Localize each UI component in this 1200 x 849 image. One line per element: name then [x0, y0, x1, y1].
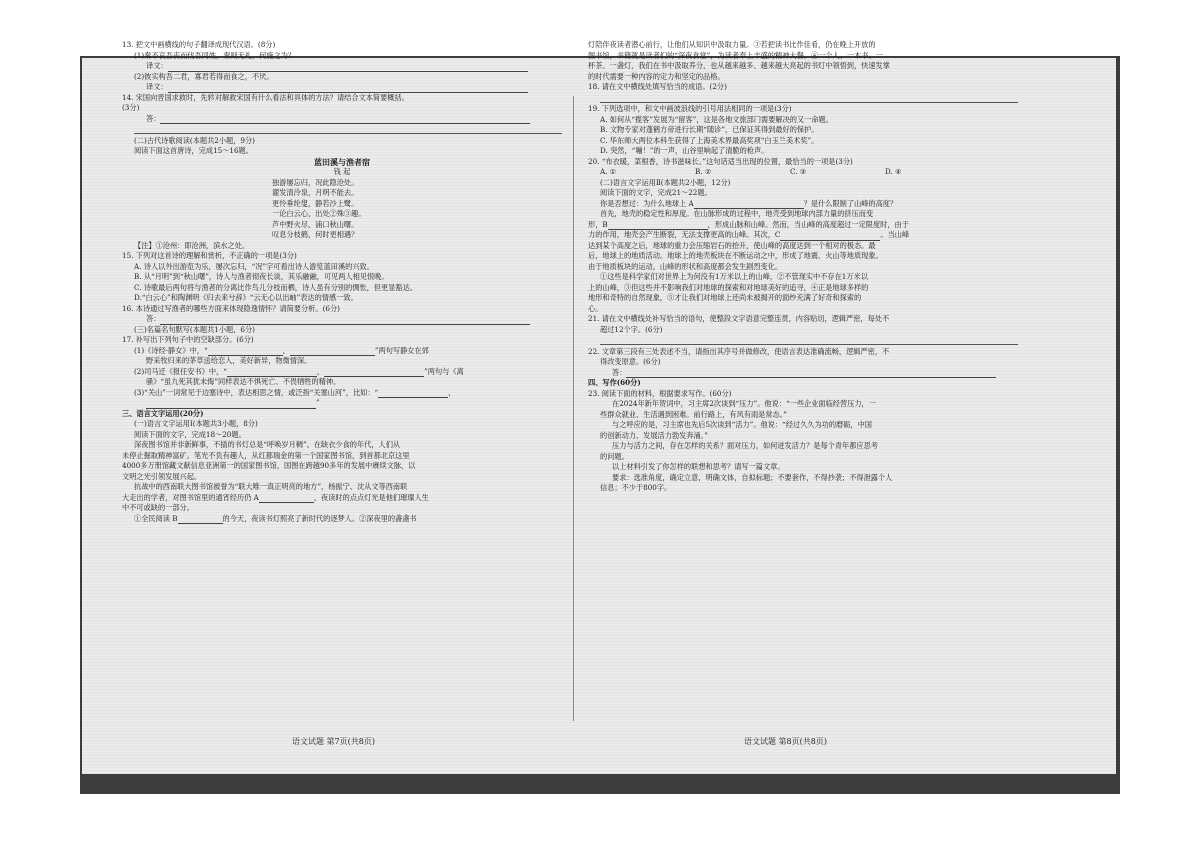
section-heading: (一)语言文字运用Ⅰ(本题共3小题，8分) — [134, 419, 258, 428]
poem-line: 叹息分枝鹤，何时更相遇？ — [272, 230, 359, 239]
option-b: B. 从“月明”到“秋山曙”，诗人与渔者彻夜长谈，其乐融融，可见两人相见恨晚。 — [134, 272, 389, 281]
question-16: 16. 本诗通过写渔者的哪些方面来体现隐逸情怀？请简要分析。(6分) — [122, 303, 340, 313]
answer-blank-line — [600, 335, 1018, 345]
part-heading: 三、语言文字运用(20分) — [122, 408, 204, 418]
poem-line: 芦中野火尽，浦口秋山曙。 — [272, 219, 359, 229]
answer-blank-line — [134, 124, 562, 134]
passage-line: 未停止掘取精神富矿。笔光不负有趣人，从红都瑞金的第一个国家图书馆，到首都北京这里 — [122, 450, 410, 460]
option-c: C. 诗歌最后两句将与渔者的分离比作鸟儿分枝而栖，诗人虽有分别的惆怅，但更显豁达。 — [134, 282, 417, 292]
material-line: 在2024年新年贺词中，习主席2次谈到“压力”。他说：“一些企业面临经营压力，一 — [612, 399, 876, 408]
section-intro: 阅读下面的文字，完成18～20题。 — [134, 429, 246, 439]
question-17-1-cont: 野采牧归来的茅草送给恋人，美好新异，物微情深。 — [146, 356, 312, 365]
page-8-column — [588, 40, 1018, 494]
passage-line: 后，地球上的地质活动。地球上的地壳板块在不断运动之中，形成了地震、火山等地质现象。 — [588, 251, 883, 260]
question-17-3: (3)“关山”一词常见于边塞诗中，表达相思之情，或泛指“关塞山河”，比如：“ ， — [134, 387, 456, 397]
question-15: 15. 下列对这首诗的理解和赏析，不正确的一项是(3分) — [122, 251, 297, 260]
material-line: 压力与活力之间，存在怎样的关系？面对压力，如何迸发活力？是每个青年都应思考 — [612, 441, 878, 450]
answer-line: 答： — [122, 114, 562, 125]
question-20-options: A. ① B. ② C. ③ D. ④ — [600, 167, 902, 176]
passage-line: 深夜图书馆并非新鲜事，不插的书灯总是“呼唤岁月稠”。在缺衣少食的年代，人们从 — [134, 440, 401, 449]
passage-line: 由于地质板块的运动，山峰的形状和高度都会发生剧烈变化。 — [588, 261, 783, 271]
option-a: A. 诗人以外出游览为乐，屡次忘归，“况”字可看出诗人游览蓝田溪的兴致。 — [134, 261, 374, 271]
passage-line: 你是否想过：为什么地球上 A ？是什么限制了山峰的高度？ — [600, 198, 898, 208]
option-c: C. 华东师大两位本科生获得了上海美术界最高奖项“白玉兰美术奖”。 — [600, 135, 819, 145]
poem-line: 一论白云心，出处②殊③趣。 — [272, 209, 366, 218]
material-line: 的问题。 — [600, 451, 629, 461]
question-13: 13. 把文中画横线的句子翻译成现代汉语。(8分) — [122, 40, 276, 49]
question-17-1: (1)《诗经·静女》中，“ ， ”两句写静女在郊 — [134, 345, 429, 355]
question-17-2-cont: 骚》“虽九死其犹未悔”同样表达不惧死亡、不畏牺牲的精神。 — [146, 377, 341, 386]
question-20: 20. “布衣暖，菜根香，诗书滋味长。”这句话适当出现的位置，最恰当的一项是(3分) — [588, 156, 853, 166]
question-22-cont: 得改变原意。(6分) — [600, 357, 661, 366]
page-footer-left: 语文试题 第7页(共8页) — [292, 737, 375, 746]
answer-line: 答： — [122, 314, 562, 325]
question-13-2: (2)彼实构吾二君，寡君若得而食之，不厌。 — [134, 71, 274, 81]
poem-note: 【注】①沧州：即沧洲，滨水之处。 — [134, 240, 250, 250]
poem-line: 濯发清泠泉，月明不能去。 — [272, 188, 359, 197]
option-b: B. 文物专家对蓬鹤方帝进行长期“随诊”，已保证其得到最好的保护。 — [600, 125, 819, 134]
poem-line: 更怜垂纶叟，静若沙上鹭。 — [272, 198, 359, 208]
question-18: 18. 请在文中横线处填写恰当的成语。(2分) — [588, 82, 727, 91]
question-21: 21. 请在文中横线处补写恰当的语句，使整段文字语意完整连贯，内容贴切，逻辑严密，每处不 — [588, 314, 890, 323]
option-d: D.“白云心”和陶渊明《归去来兮辞》“云无心以出岫”表达的情感一致。 — [134, 293, 358, 302]
option-d: D. 突然，“嘣！”的一声，山谷里响起了清脆的枪声。 — [600, 146, 769, 155]
section-heading: (二)语言文字运用Ⅱ(本题共2小题，12分) — [600, 177, 731, 187]
section-intro: 阅读下面的文字，完成21～22题。 — [600, 188, 712, 197]
column-divider — [573, 96, 574, 721]
page-footer-right: 语文试题 第8页(共8页) — [744, 737, 827, 746]
passage-line: 中不可或缺的一部分。 — [122, 503, 194, 512]
passage-line: 4000多万册馆藏文献信息亚洲第一的国家图书馆，国图在跨越90多年的发展中赓续文脉，以 — [122, 461, 416, 470]
passage-line: 达到某个高度之后，地球的重力会压缩岩石的抬升，使山峰的高度达到一个相对的极态。最 — [588, 240, 876, 250]
answer-line: 译文： — [122, 82, 562, 93]
passage-line: 抗战中的西南联大图书馆被誉为“联大唯一真正明亮的地方”，杨振宁、沈从文等西南联 — [134, 482, 408, 491]
poem-author: 钱 起 — [333, 167, 351, 176]
passage-line: 图书馆，书籍就是读者们的“深夜食堂”，为读者奉上丰盛的精神大餐。④一个人、一本书、一 — [588, 50, 883, 60]
passage-line: 首先，地壳的稳定性和厚度。在山脉形成的过程中，地壳受到地球内部力量的挤压而变 — [600, 209, 874, 218]
passage-line: ①这些是科学家们对世界上为何没有1万米以上的山峰，②不管现实中不存在1万米以 — [600, 272, 868, 281]
passage-line: 文明之光引领发展兴起。 — [122, 471, 202, 481]
question-22: 22. 文章第三段有三处表述不当，请指出其序号并做修改，使语言表达准确流畅，逻辑严密，不 — [588, 346, 890, 356]
writing-requirements-cont: 信息；不少于800字。 — [600, 483, 672, 492]
page-7-column — [122, 40, 562, 524]
option-a: A. 如何从“揽客”发展为“留客”，这是各地文旅部门需要解决的又一命题。 — [600, 114, 833, 124]
passage-line: 形，B ，形成山脉和山峰。然而，当山峰的高度超过一定限度时，由于 — [588, 219, 909, 229]
answer-line: 答： — [588, 368, 1018, 379]
question-19: 19. 下列选项中，和文中画波浪线的引号用法相同的一项是(3分) — [588, 104, 792, 113]
passage-line: 地形和奇特的自然现象，⑤才让我们对地球上还尚未被揭开的面纱充满了好奇和探索的 — [588, 293, 862, 302]
answer-line: 译文： — [122, 61, 562, 72]
question-21-cont: 超过12个字。(6分) — [600, 324, 663, 334]
part-heading: 四、写作(60分) — [588, 378, 641, 387]
question-17-2: (2)司马迁《报任安书》中，“ ， ”两句与《离 — [134, 366, 464, 376]
passage-line: 力的作用，地壳会产生断裂，无法支撑更高的山峰。其次，C 。当山峰 — [588, 230, 910, 239]
writing-prompt: 以上材料引发了你怎样的联想和思考？请写一篇文章。 — [612, 462, 785, 471]
passage-line: 的时代需要一种内容的定力和坚定的品格。 — [588, 71, 725, 81]
question-13-1: (1)秦不哀吾丧而伐吾同姓，秦则无礼，何施之为？ — [134, 50, 296, 60]
section-intro: 阅读下面这首唐诗，完成15～16题。 — [134, 146, 253, 155]
passage-line: ①全民阅读 B 的今天，夜读书灯照亮了新时代的逐梦人。②深夜里的盏盏书 — [134, 513, 417, 523]
question-23: 23. 阅读下面的材料，根据要求写作。(60分) — [588, 388, 732, 398]
material-line: 的创新动力、发展活力勃发奔涌。” — [600, 430, 708, 440]
passage-line: 大走出的学者，对图书馆里的通宵经历仍 A ，夜读时的点点灯光是他们璀璨人生 — [122, 492, 429, 502]
writing-requirements: 要求：选准角度，确定立意，明确文体，自拟标题；不要套作，不得抄袭；不得泄露个人 — [612, 472, 893, 482]
passage-line: 上的山峰，③但这些并不影响我们对地球的探索和对地球美好的追寻，④正是地球多样的 — [588, 282, 869, 292]
answer-blank-line — [600, 93, 1018, 103]
section-heading: (三)名篇名句默写(本题共1小题，6分) — [134, 324, 255, 334]
question-17-3-cont: ” — [122, 398, 562, 409]
poem-line: 独游屡忘归，况此隐沧处。 — [272, 177, 359, 187]
section-heading: (二)古代诗歌阅读(本题共2小题，9分) — [134, 135, 255, 145]
material-line: 些群众就业、生活遇到困难。前行路上，有风有雨是常态。” — [600, 409, 787, 419]
passage-line: 灯陪伴夜读者潜心前行，让他们从知识中汲取力量。③若把读书比作佳肴，仍在晚上开放的 — [588, 40, 876, 49]
question-17: 17. 补写出下列句子中的空缺部分。(6分) — [122, 335, 254, 344]
question-14-score: (3分) — [122, 103, 140, 112]
passage-line: 心。 — [588, 303, 603, 313]
question-14: 14. 宋国向晋国求救时，先轸对解救宋国有什么看法和具体的方法？请结合文本简要概括。 — [122, 92, 409, 102]
poem-title: 蓝田溪与渔者宿 — [314, 156, 370, 167]
passage-line: 杯茶、一盏灯，我们在书中汲取养分，也从越来越多、越来越大亮起的书灯中领悟到，快速发掌 — [588, 61, 890, 70]
material-line: 与之呼应的是，习主席也先后5次谈到“活力”。他说：“经过久久为功的磨砺，中国 — [612, 420, 872, 429]
